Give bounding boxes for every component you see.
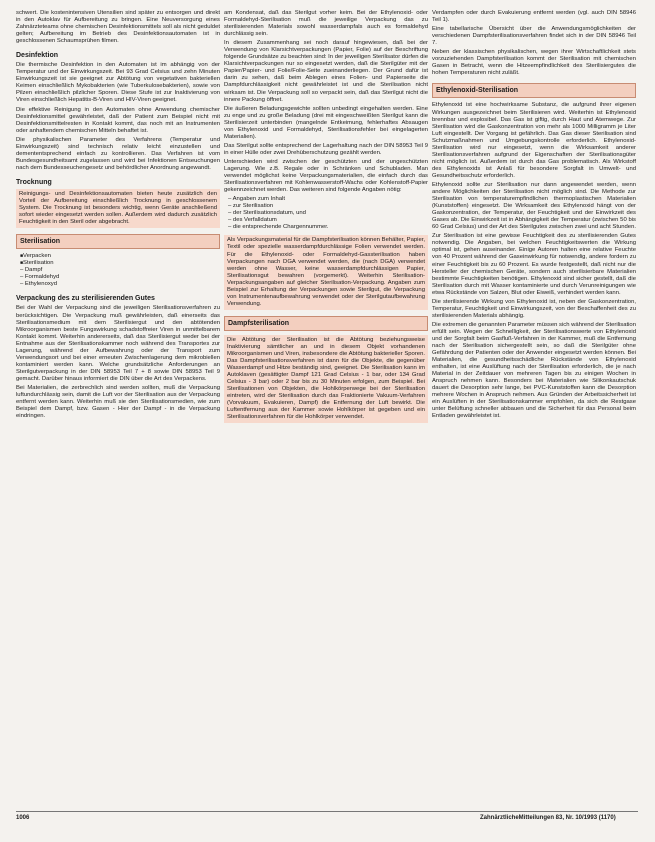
paragraph: Ethylenoxid sollte zur Sterilisation nur dann angewendet werden, wenn andere Möglichkeiten der Sterilisation nicht möglich sind. Die Methode zur Sterilisation von temperaturempfindlichen thermoplastischen Materialien (Kunststoffen) eingesetzt. Die Wirksamkeit des Ethylenoxid hängt von der Gaskonzentration, der Temperatur, der Feuchtigkeit und der Einwirkzeit des Gases ab. Die Einwirkzeit ist in Abhängigkeit der Temperatur (zwischen 50 bis 60 Grad Celsius) und der Art des Sterilgutes zwischen zwei und acht Stunden. [432,181,636,231]
paragraph: Neben der klassischen physikalischen, wegen ihrer Wirtschaftlichkeit stets vorzuziehenden Dampfsterilisation kommt der Sterilisation mit chemischen Gasen in Betracht, wenn die Hitzeempfindlichkeit des Sterilisiergutes die hohen Temperaturen nicht zuläßt. [432,49,636,77]
paragraph: Die thermische Desinfektion in den Automaten ist im abhängig von der Temperatur und der Einwirkungszeit. Bei 93 Grad Celsius und zehn Minuten Einwirkungszeit ist sie geeignet zur Abtötung von vegetativen bakteriellen Keimen einschließlich Mykobakterien (wie Tuberkulosebakterien), sowie von Pilzen einschließlich pilzlicher Sporen. Diese Stufe ist zur Inaktivierung von Viren einschließlich Hepatitis-B-Viren und HIV-Viren geeignet. [16,62,220,104]
column-right [432,10,636,423]
list-item: – die entsprechende Chargennummer. [228,224,428,231]
paragraph: Die Abtötung der Sterilisation ist die Abtötung beziehungsweise Inaktivierung sämtlicher an und in diesem Objekt vorhandenen Mikroorganismen und Viren, insbesondere die Abtötung bakterieller Sporen. Das Dampfsterilisationsverfahren ist dann für die Objekte, die gegenüber Wasserdampf und Hitze beständig sind, geeignet. Die Sterilisation kann im Autoklaven (gesättigter Dampf 121 Grad Celsius - 1 bar, oder 134 Grad Celsius - 3 bar) oder 2 bar bis zu 30 Minuten erfolgen, zum Beispiel. Bei Sterilisationen von Objekten, die Hohlkörperwege bei der Sterilisation eintreten, wird der Sterilisation durch das Fraktionierte Vakuum-Verfahren (Vorvakuum, Evakuieren, Dampf) die Entfernung der Luft bewirkt. Die Luftentfernung aus der Kammer sowie Hohlkörper ist gegeben und ein Sterilisationsverfahren für die Hohlkörper verwendet. [224,335,428,424]
list-item: – Dampf [20,267,220,274]
list-item: – Angaben zum Inhalt [228,196,428,203]
paragraph: Die äußeren Beladungsgewichte sollten unbedingt eingehalten werden. Eine zu enge und zu große Beladung (drei mit eingeschweißten Sterilgut kann die Sterilisierzeit unterbinden (mangelnde Entkeimung, fehlerhaftes Absaugen von Ethylenoxid und Formaldehyd, Sterilisationsfehler bei eingelagerten Materialien). [224,105,428,140]
list-item: – Formaldehyd [20,274,220,281]
list-item: ■ Sterilisation [20,260,220,267]
paragraph: Eine tabellarische Übersicht über die Anwendungsmöglichkeiten der verschiedenen Dampfsterilisationsverfahren findet sich in der DIN 58946 Teil 7. [432,26,636,47]
list-item: – der Sterilisationsdatum, und [228,210,428,217]
list-item: – des Verfalldatum [228,217,428,224]
footer-divider [16,811,638,812]
page-number: 1006 [16,815,30,821]
paragraph: Die extremen die genannten Parameter müssen sich während der Sterilisation erfüllt sein. Wegen der Schnelligkeit, der Sterilisationswerte von Ethylenoxid und der Sorgfalt beim Gasfluß-Verfahren in der Kammer, muß die Entfernung nach der Sterilisation sichergestellt sein, so daß die Sterilgüter ohne Gefährdung der Patienten oder der Anwender eingesetzt werden können. Bei Materialien, die gesundheitsschädliche Rückstände von Ethylenoxid enthalten, ist eine Auslüftung nach der Sterilisation erforderlich, die je nach Material in der Zeitdauer von mehreren Tagen bis zu einigen Wochen in Anspruch nehmen kann. Besonders bei Materialien wie Silikonkautschuk dauert die Desorption sehr lange, bei PVC-Kunststoffen kann die Desorption mehrere Wochen in Anspruch nehmen. Aus Gründen der Arbeitssicherheit ist ein Auslüften in der Sterilisationskammer empfohlen, da sich die Restgase unter Belüftung schneller abbauen und die Sicherheit für das Personal beim Entladen gewährleistet ist. [432,321,636,420]
section-heading: Verpackung des zu sterilisierenden Gutes [16,295,155,303]
paragraph: schwert. Die kostenintensiven Utensilien sind später zu entsorgen und direkt in den Autoklav für Aufbereitung zu bringen. Eine Neuversorgung eines Zahnärzteteams ohne chemischen Desinfektionsmittels soll als nicht geduldet gelten; Aufbereitung im Betrieb des Desinfektionsautomaten ist in geschlossenen Schaumsprühen filmen. [16,10,220,45]
paragraph: Verdampfen oder durch Evakuierung entfernt werden (vgl. auch DIN 58946 Teil 1). [432,10,636,24]
column-middle [224,10,428,425]
journal-citation: ZahnärztlicheMitteilungen 83, Nr. 10/1993 (1170) [480,815,616,821]
paragraph: Ethylenoxid ist eine hochwirksame Substanz, die aufgrund ihrer eigenen Wirkungen ausgezeichnet beim Sterilisieren wird. Weiterhin ist Ethylenoxid brennbar und explosibel. Das Gas ist giftig, durch Haut und Atemwege. Zur Sterilisation wird die Gaskonzentration von mehr als 1000 Milligramm je Liter Luft eingestellt. Der Vorgang ist gefährlich. Das Gas dieser Sterilisation sind Schutzmaßnahmen und Umgebungskontrolle erforderlich. Ethylenoxid-Sterilisation wird nur eingesetzt, wenn die Wirksamkeit anderer Sterilisationsverfahren aufgrund der Eigenschaften der Sterilisationsgüter nicht möglich ist. Außerdem ist durch das Gas problematisch. Als Wirkstoff des Ethylenoxids ist Anlaß für besondere Sorgfalt in Umwelt- und Gesundheitsschutz erforderlich. [432,102,636,179]
section-heading: Trocknung [16,178,52,186]
box-heading: Dampfsterilisation [224,316,428,331]
paragraph: Die effektive Reinigung in den Automaten ohne Anwendung chemischer Desinfektionsmittel gewährleistet, daß der Patient zum Beispiel nicht mit Desinfektionsmittelresten in Kontakt kommt, das noch mit an Instrumenten oder anhaftendem chemischen Mitteln behaftet ist. [16,106,220,134]
label-list [224,196,428,231]
paragraph: am Kondensat, daß das Sterilgut vorher keim. Bei der Ethylenoxid- oder Formaldehyd-Sterilisation muß die jeweilige Verpackung das zu sterilisierenden Materials sowohl wasserdampfals auch es formaldehyd durchlässig sein. [224,10,428,38]
list-item: – zur Sterilisation [228,203,428,210]
paragraph: Als Verpackungsmaterial für die Dampfsterilisation können Behälter, Papier, Textil oder spezielle wasserdampfdurchlässige Folien verwendet werden. Für die Ethylenoxid- oder Formaldehyd-Gassterilisation haben Verpackungen nach DGA verwendet werden, die (nach DGA) verwendet werden ohne Wasser, keine wasserdampfdurchlässigen Papier, Sterilisationsgut bewahren (vorgemerkt). Weiterhin Sterilisation-Verpackungsangaben auf gleicher Sterilisation-Verpackung. Angaben zum Beispiel zur Erhaltung der Verpackungen sowie Sterilgut, die Verpackung von Instrumentenaufbewahrung verwendet oder der Sterilgutaufbewahrung Verwendung. [224,235,428,309]
section-heading: Desinfektion [16,52,59,60]
paragraph: Zur Sterilisation ist eine gewisse Feuchtigkeit des zu sterilisierenden Gutes notwendig. Die Angaben, bei welchen Feuchtigkeitswerten die Wirkung optimal ist, gehen auseinander. Einige Autoren halten eine relative Feuchte von 40 Prozent während der Gaseinwirkung für notwendig, andere fordern zu einer Feuchtigkeit bis zu 60 Prozent. Es wurde festgestellt, daß nicht nur die Hersteller der chemischen Geräte, sondern auch sterilisierbare Materialien bestimmte Feuchtigkeiten benötigen. Ethylenoxid sind sicher gestellt, daß die Sterilisation durch mit Wasser kontaminierte und durch Verunreinigungen wie etwa Rückstände von Salzen, Blut oder Eiweiß, verhindert werden kann. [432,233,636,296]
paragraph: In diesem Zusammenhang sei noch darauf hingewiesen, daß bei der Verwendung von Klarsichtverpackungen (Papier, Folie) auf der Beschriftung folgende Grundsätze zu beachten sind: In der jeweiligen Sterilisator dürfen die Klarsichtverpackungen nur so eingesetzt werden, daß die Sterilgüter mit der Papier/Papier- und Folie/Folie-Seite zueinanderliegen. Der Grund dafür ist darin zu sehen, daß beim Ablegen eines Folien- und Papierseite die Dampfdurchlässigkeit nicht gewährleistet ist und die Sterilisation nicht wirksam ist. Die Verpackung soll so verpackt sein, daß das Sterilgut nicht die innere Packung öffnet. [224,40,429,103]
paragraph: Das Sterilgut sollte entsprechend der Lagerhaltung nach der DIN 58953 Teil 9 in einer Hülle oder zwei Drehüberschutzung gezählt werden. [224,142,428,156]
paragraph: Bei Materialien, die zerbrechlich sind werden sollten, muß die Verpackung luftundurchlässig sein, damit die Luft vor der Sterilisation aus der Verpackung entfernt werden kann. Weiterhin muß sie den Sterilisationsmedien, wie zum Beispiel dem Dampf, bzw. Gasen - Hier der Dampf - in die Verpackung eindringen. [16,384,220,420]
column-left [16,10,220,422]
paragraph: Reinigungs- und Desinfektionsautomaten bieten heute zusätzlich den Vorteil der Aufbereitung einschließlich Trocknung in geschlossenem System. Die Trocknung ist besonders wichtig, wenn Geräte anschließend sofort wieder eingesetzt werden sollen. Außerdem wird dadurch zusätzlich Feuchtigkeit in den Steril oder abgebracht. [16,189,220,228]
paragraph: Die physikalischen Parameter des Verfahrens (Temperatur und Einwirkungszeit) sind technisch relativ leicht einzustellen und demententsprechend einfach zu kontrollieren. Das Verfahren ist vom Bundesgesundheitsamt zugelassen und wird bei Infektionen Entseuchungen nach dem Bundesseuchengesetz und behördlicher Anordnung angewandt. [16,136,220,171]
paragraph: Unterschieden wird zwischen der geschützten und der ungeschützten Lagerung. Wie z.B. Regale oder in Schränken und Schubladen. Man verwendet möglichst keine Verpackungsmaterialien, die einfach durch das Sterilisationsverfahren mit Kohlenwasserstoff-Wachs oder Kohlenstoff-Papier gekennzeichnet werden. Das weiteren sind folgende Angaben nötig: [224,158,428,194]
sterilisation-list [16,253,220,288]
paragraph: Die sterilisierende Wirkung von Ethylenoxid ist, neben der Gaskonzentration, Temperatur, Feuchtigkeit und Einwirkungszeit, von der Beschaffenheit des zu sterilisierenden Materials abhängig. [432,298,636,319]
list-item: ■ Verpacken [20,253,220,260]
paragraph: Bei der Wahl der Verpackung sind die jeweiligen Sterilisationsverfahren zu berücksichtigen. Die Verpackung muß gewährleisten, daß einerseits das Sterilisationsmedium mit dem Sterilisiergut und den abtötenden Mikroorganismen beste Fungswirkung schadstoffreier Viren in unmittelbarem Kontakt kommt. Weiterhin andererseits, daß das Sterilisiergut weder bei der Entnahme aus der Sterilisationskammer noch während des Transportes zur Lagerung, während der Aufbewahrung oder der Transport zum Verwendungsort und bei einer erneuten Zwischenlagerung dem mikrobiellen kontaminiert werden kann. Welche grundsätzliche Anforderungen an Sterilgutverpackung in der DIN 58953 Teil 7 + 8 sowie DIN 58953 Teil 9 gemacht. Darüber hinaus informiert die DIN über die Art des Verpackens. [16,305,220,382]
box-heading: Ethylenoxid-Sterilisation [432,83,636,98]
box-heading: Sterilisation [16,234,220,249]
list-item: – Ethylenoxyd [20,281,220,288]
